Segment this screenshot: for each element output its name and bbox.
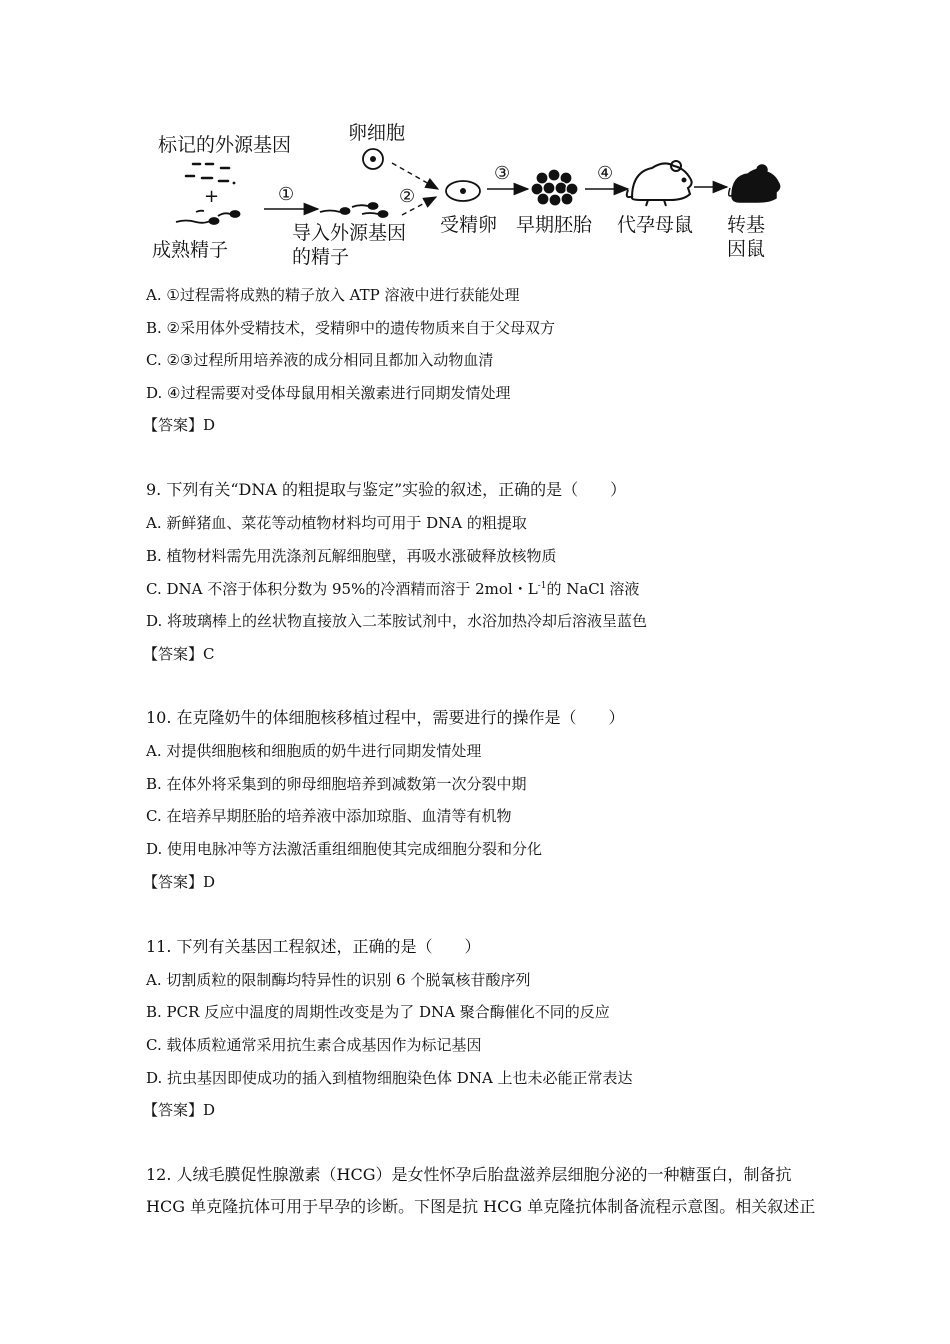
q10-option-d: D. 使用电脉冲等方法激活重组细胞使其完成细胞分裂和分化 (146, 840, 543, 858)
q11-option-a: A. 切割质粒的限制酶均特异性的识别 6 个脱氧核苷酸序列 (146, 971, 531, 989)
q10-stem: 10. 在克隆奶牛的体细胞核移植过程中，需要进行的操作是（ ） (146, 708, 625, 727)
fertilized-egg-icon (446, 181, 480, 201)
label-sperm-with-gene-2: 的精子 (292, 246, 350, 268)
label-surrogate-mouse: 代孕母鼠 (617, 214, 694, 236)
q9-option-c: C. DNA 不溶于体积分数为 95%的冷酒精而溶于 2mol・$L^{-1}$的 NaCl 溶液 (146, 580, 640, 598)
q8-answer: 【答案】D (143, 416, 216, 434)
label-transgenic-2: 因鼠 (727, 238, 766, 260)
q11-stem: 11. 下列有关基因工程叙述，正确的是（ ） (146, 937, 481, 956)
surrogate-mouse-icon (627, 161, 692, 206)
q11-option-d: D. 抗虫基因即使成功的插入到植物细胞染色体 DNA 上也未必能正常表达 (146, 1069, 633, 1087)
q8-option-d: D. ④过程需要对受体母鼠用相关激素进行同期发情处理 (146, 384, 511, 402)
early-embryo-icon (531, 169, 578, 206)
q10-option-a: A. 对提供细胞核和细胞质的奶牛进行同期发情处理 (146, 742, 482, 760)
diagram-graphics (0, 0, 950, 280)
q8-option-a: A. ①过程需将成熟的精子放入 ATP 溶液中进行获能处理 (146, 286, 520, 304)
q11-option-b: B. PCR 反应中温度的周期性改变是为了 DNA 聚合酶催化不同的反应 (146, 1003, 610, 1021)
q9-option-b: B. 植物材料需先用洗涤剂瓦解细胞壁，再吸水涨破释放核物质 (146, 547, 557, 565)
q9-answer: 【答案】C (143, 645, 215, 663)
label-plus: + (204, 186, 220, 207)
step2-label: ② (399, 186, 416, 207)
sperm-with-gene-icons (320, 203, 388, 217)
q9-stem: 9. 下列有关“DNA 的粗提取与鉴定”实验的叙述，正确的是（ ） (146, 480, 627, 499)
q8-option-c: C. ②③过程所用培养液的成分相同且都加入动物血清 (146, 351, 494, 369)
q12-stem-line1: 12. 人绒毛膜促性腺激素（HCG）是女性怀孕后胎盘滋养层细胞分泌的一种糖蛋白，制备抗 (146, 1165, 792, 1184)
label-fertilized-egg: 受精卵 (440, 214, 498, 236)
foreign-gene-fragments (186, 164, 235, 184)
label-egg-cell: 卵细胞 (348, 122, 406, 144)
q8-option-b: B. ②采用体外受精技术，受精卵中的遗传物质来自于父母双方 (146, 319, 556, 337)
q11-option-c: C. 载体质粒通常采用抗生素合成基因作为标记基因 (146, 1036, 482, 1054)
q9-option-a: A. 新鲜猪血、菜花等动植物材料均可用于 DNA 的粗提取 (146, 514, 527, 532)
q9-option-d: D. 将玻璃棒上的丝状物直接放入二苯胺试剂中，水浴加热冷却后溶液呈蓝色 (146, 612, 648, 630)
transgenic-mouse-icon (729, 165, 780, 202)
q11-answer: 【答案】D (143, 1101, 216, 1119)
q10-answer: 【答案】D (143, 873, 216, 891)
label-transgenic-1: 转基 (727, 214, 766, 236)
q10-option-c: C. 在培养早期胚胎的培养液中添加琼脂、血清等有机物 (146, 807, 512, 825)
label-mature-sperm: 成熟精子 (152, 239, 229, 261)
label-sperm-with-gene-1: 导入外源基因 (292, 222, 407, 244)
step1-label: ① (278, 184, 295, 205)
mature-sperm-icons (176, 211, 240, 224)
label-early-embryo: 早期胚胎 (516, 214, 593, 236)
q12-stem-line2: HCG 单克隆抗体可用于早孕的诊断。下图是抗 HCG 单克隆抗体制备流程示意图。相关叙述正 (146, 1197, 816, 1216)
label-marked-gene: 标记的外源基因 (158, 134, 292, 156)
step3-label: ③ (494, 163, 511, 184)
q10-option-b: B. 在体外将采集到的卵母细胞培养到减数第一次分裂中期 (146, 775, 527, 793)
step4-label: ④ (597, 163, 614, 184)
egg-cell-icon (363, 149, 383, 169)
